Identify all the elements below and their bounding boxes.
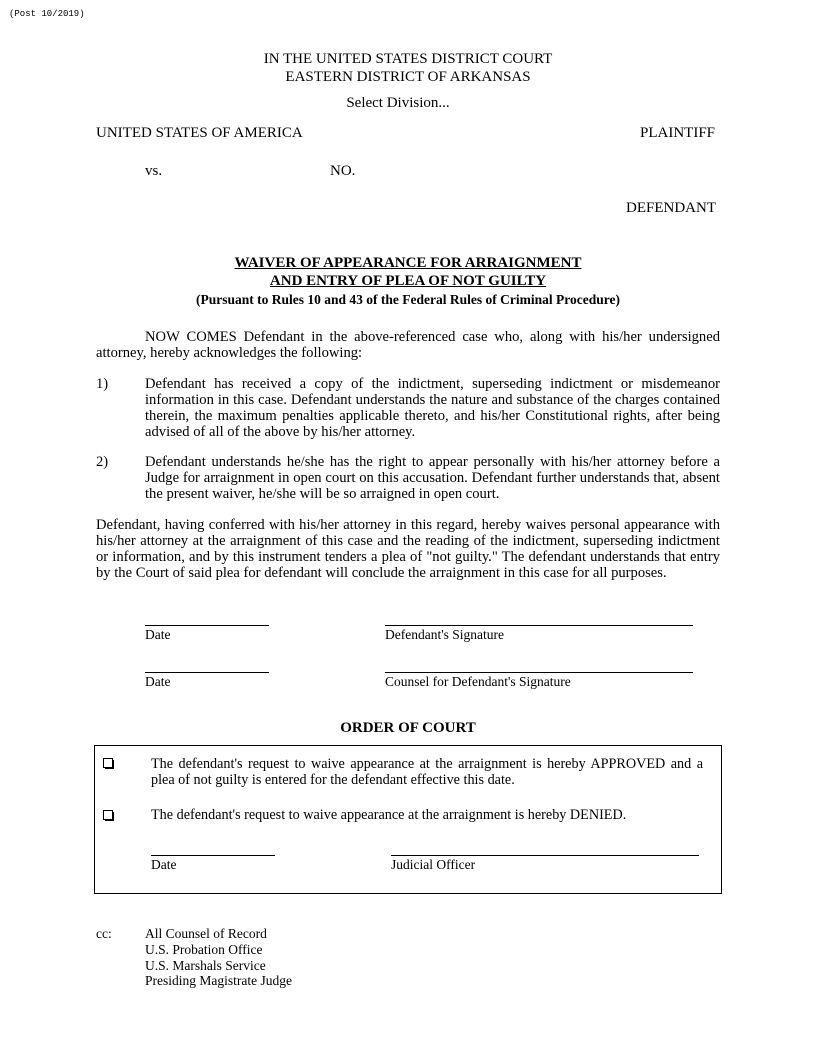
case-number-label: NO. bbox=[330, 163, 356, 179]
court-district: EASTERN DISTRICT OF ARKANSAS bbox=[285, 69, 531, 85]
date-line-1[interactable] bbox=[145, 625, 269, 626]
date-label-2: Date bbox=[145, 674, 171, 689]
cc-recipient: All Counsel of Record bbox=[145, 926, 267, 941]
defendant-signature-line[interactable] bbox=[385, 625, 693, 626]
court-name: IN THE UNITED STATES DISTRICT COURT bbox=[263, 51, 553, 67]
plaintiff-label: PLAINTIFF bbox=[640, 125, 716, 141]
form-subtitle: (Pursuant to Rules 10 and 43 of the Federal Rules of Criminal Procedure) bbox=[196, 292, 620, 307]
item-1-number: 1) bbox=[96, 376, 109, 392]
order-heading: ORDER OF COURT bbox=[340, 720, 476, 736]
date-label-1: Date bbox=[145, 627, 171, 642]
order-date-line[interactable] bbox=[151, 855, 275, 856]
counsel-signature-label: Counsel for Defendant's Signature bbox=[385, 674, 571, 689]
division-select[interactable]: Select Division... bbox=[346, 95, 450, 111]
cc-recipient: Presiding Magistrate Judge bbox=[145, 973, 292, 988]
defendant-signature-label: Defendant's Signature bbox=[385, 627, 505, 642]
defendant-label: DEFENDANT bbox=[626, 200, 716, 216]
judicial-officer-label: Judicial Officer bbox=[391, 857, 476, 872]
form-revision-id: (Post 10/2019) bbox=[9, 9, 85, 19]
waiver-paragraph: Defendant, having conferred with his/her attorney in this regard, hereby waives personal appearance with his/her attorney at the arraignment of this case and the reading of the indictment, superseding indictment or information, and by this instrument tenders a plea of "not guilty." The defendant understands that entry by the Court of said plea for defendant will conclude the arraignment in this case for all purposes. bbox=[96, 517, 720, 581]
form-title-line1: WAIVER OF APPEARANCE FOR ARRAIGNMENT bbox=[234, 255, 582, 271]
versus-label: vs. bbox=[145, 163, 163, 179]
denied-text: The defendant's request to waive appearance at the arraignment is hereby DENIED. bbox=[151, 807, 627, 823]
date-line-2[interactable] bbox=[145, 672, 269, 673]
item-1-text: Defendant has received a copy of the indictment, superseding indictment or misdemeanor information in this case. Defendant understands the nature and substance of the charges contained therein, the maximum penalties applicable thereto, and his/her Constitutional rights, after being advised of all of the above by his/her attorney. bbox=[145, 376, 720, 440]
approved-text: The defendant's request to waive appearance at the arraignment is hereby APPROVED and a plea of not guilty is entered for the defendant effective this date. bbox=[151, 756, 703, 788]
approved-checkbox[interactable] bbox=[103, 758, 114, 769]
intro-paragraph: NOW COMES Defendant in the above-referenced case who, along with his/her undersigned attorney, hereby acknowledges the following: bbox=[96, 329, 720, 361]
cc-recipient: U.S. Probation Office bbox=[145, 942, 263, 957]
form-title-line2: AND ENTRY OF PLEA OF NOT GUILTY bbox=[269, 273, 547, 289]
cc-recipient: U.S. Marshals Service bbox=[145, 958, 266, 973]
counsel-signature-line[interactable] bbox=[385, 672, 693, 673]
order-date-label: Date bbox=[151, 857, 177, 872]
item-2-text: Defendant understands he/she has the right to appear personally with his/her attorney before a Judge for arraignment in open court on this accusation. Defendant further understands that, absent the present waiver, he/she will be so arraigned in open court. bbox=[145, 454, 720, 502]
item-2-number: 2) bbox=[96, 454, 109, 470]
cc-label: cc: bbox=[96, 926, 112, 941]
plaintiff-name: UNITED STATES OF AMERICA bbox=[96, 125, 303, 141]
judicial-officer-line[interactable] bbox=[391, 855, 699, 856]
denied-checkbox[interactable] bbox=[103, 810, 114, 821]
